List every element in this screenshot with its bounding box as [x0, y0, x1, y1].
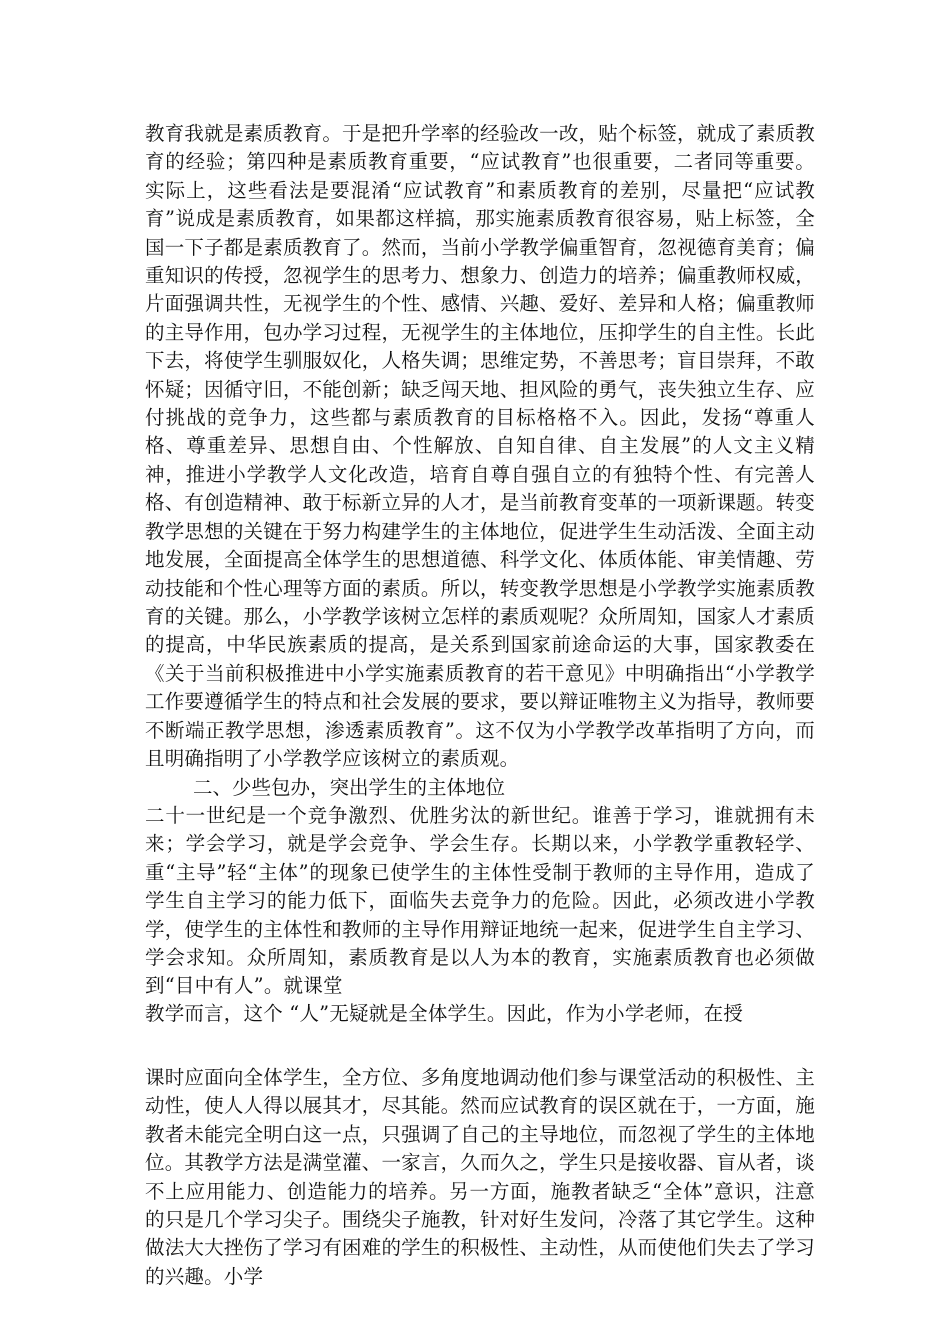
body-paragraph-4: 课时应面向全体学生，全方位、多角度地调动他们参与课堂活动的积极性、主动性，使人人得以展其才，尽其能。然而应试教育的误区就在于，一方面，施教者未能完全明白这一点，只强调了自己的主导地位，而忽视了学生的主体地位。其教学方法是满堂灌、一家言，久而久之，学生只是接收器、盲从者，谈不上应用能力、创造能力的培养。另一方面，施教者缺乏“全体”意识，注意的只是几个学习尖子。围绕尖子施教，针对好生发问，冷落了其它学生。这种做法大大挫伤了学习有困难的学生的积极性、主动性，从而使他们失去了学习的兴趣。小学	[145, 1066, 815, 1288]
body-paragraph-2: 二十一世纪是一个竞争激烈、优胜劣汰的新世纪。谁善于学习，谁就拥有未来；学会学习，就是学会竞争、学会生存。长期以来，小学教学重教轻学、重“主导”轻“主体”的现象已使学生的主体性受制于教师的主导作用，造成了学生自主学习的能力低下，面临失去竞争力的危险。因此，必须改进小学教学，使学生的主体性和教师的主导作用辩证地统一起来，促进学生自主学习、学会求知。众所周知，素质教育是以人为本的教育，实施素质教育也必须做到“目中有人”。就课堂	[145, 804, 815, 998]
body-paragraph-3: 教学而言，这个 “人”无疑就是全体学生。因此，作为小学老师，在授	[145, 1002, 744, 1025]
body-paragraph-1: 教育我就是素质教育。于是把升学率的经验改一改，贴个标签，就成了素质教育的经验；第四种是素质教育重要，“应试教育”也很重要，二者同等重要。实际上，这些看法是要混淆“应试教育”和素质教育的差别，尽量把“应试教育”说成是素质教育，如果都这样搞，那实施素质教育很容易，贴上标签，全国一下子都是素质教育了。然而，当前小学教学偏重智育，忽视德育美育；偏重知识的传授，忽视学生的思考力、想象力、创造力的培养；偏重教师权威，片面强调共性，无视学生的个性、感情、兴趣、爱好、差异和人格；偏重教师的主导作用，包办学习过程，无视学生的主体地位，压抑学生的自主性。长此下去，将使学生驯服奴化，人格失调；思维定势，不善思考；盲目崇拜，不敢怀疑；因循守旧，不能创新；缺乏闯天地、担风险的勇气，丧失独立生存、应付挑战的竞争力，这些都与素质教育的目标格格不入。因此，发扬“尊重人格、尊重差异、思想自由、个性解放、自知自律、自主发展”的人文主义精神，推进小学教学人文化改造，培育自尊自强自立的有独特个性、有完善人格、有创造精神、敢于标新立异的人才，是当前教育变革的一项新课题。转变教学思想的关键在于努力构建学生的主体地位，促进学生生动活泼、全面主动地发展，全面提高全体学生的思想道德、科学文化、体质体能、审美情趣、劳动技能和个性心理等方面的素质。所以，转变教学思想是小学教学实施素质教育的关键。那么，小学教学该树立怎样的素质观呢？众所周知，国家人才素质的提高，中华民族素质的提高，是关系到国家前途命运的大事，国家教委在《关于当前积极推进中小学实施素质教育的若干意见》中明确指出“小学教学工作要遵循学生的特点和社会发展的要求，要以辩证唯物主义为指导，教师要不断端正教学思想，渗透素质教育”。这不仅为小学教学改革指明了方向，而且明确指明了小学教学应该树立的素质观。	[145, 122, 815, 770]
section-heading-2: 二、少些包办，突出学生的主体地位	[193, 776, 506, 799]
